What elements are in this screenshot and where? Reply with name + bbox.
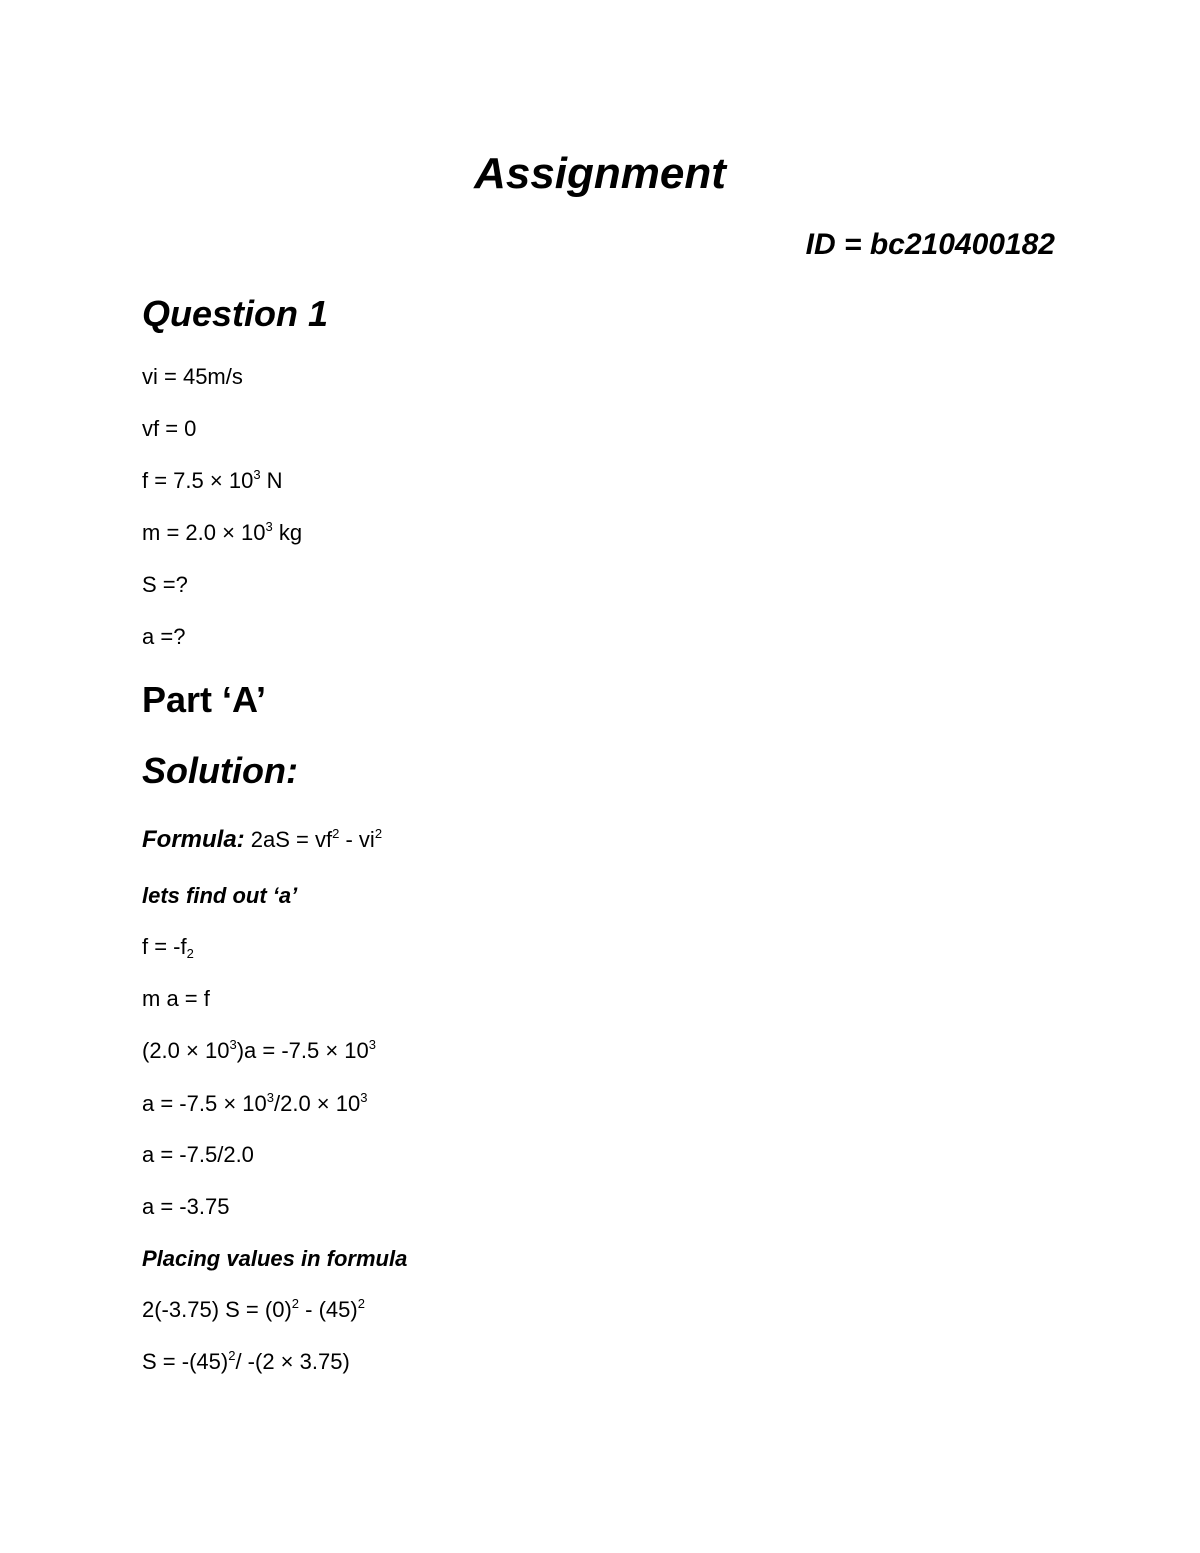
substitution-1-exponent-1: 2 bbox=[291, 1296, 300, 1311]
given-f-base: f = 7.5 × 10 bbox=[142, 468, 254, 493]
given-f bbox=[142, 467, 283, 493]
question-heading: Question 1 bbox=[142, 293, 329, 334]
given-m-base: m = 2.0 × 10 bbox=[142, 520, 266, 545]
formula-line bbox=[142, 828, 382, 852]
part-heading: Part ‘A’ bbox=[142, 679, 267, 720]
given-f-unit: N bbox=[260, 468, 283, 493]
document-title: Assignment bbox=[474, 149, 726, 198]
given-vf: vf = 0 bbox=[142, 416, 197, 441]
step-3-part-1: (2.0 × 10 bbox=[142, 1038, 230, 1063]
given-f-exponent: 3 bbox=[253, 467, 261, 482]
formula-exponent-1: 2 bbox=[332, 826, 340, 841]
formula-part-2: - vi bbox=[339, 827, 375, 852]
formula-part-1: 2aS = vf bbox=[244, 827, 333, 852]
student-id: ID = bc210400182 bbox=[805, 228, 1055, 261]
given-m-exponent: 3 bbox=[265, 519, 273, 534]
substitution-1-exponent-2: 2 bbox=[357, 1296, 365, 1311]
substitution-1-part-1: 2(-3.75) S = (0) bbox=[142, 1297, 292, 1322]
step-4-part-2: /2.0 × 10 bbox=[274, 1091, 361, 1116]
substitution-line-1 bbox=[142, 1296, 365, 1322]
formula-label: Formula: bbox=[142, 826, 245, 853]
formula-exponent-2: 2 bbox=[374, 826, 383, 841]
step-3 bbox=[142, 1037, 377, 1063]
step-5: a = -7.5/2.0 bbox=[142, 1142, 254, 1167]
step-4-exponent-1: 3 bbox=[266, 1090, 274, 1105]
step-1-subscript: 2 bbox=[186, 946, 194, 961]
step-3-exponent-2: 3 bbox=[368, 1037, 377, 1052]
step-1 bbox=[142, 934, 194, 961]
substitution-2-part-2: / -(2 × 3.75) bbox=[235, 1349, 350, 1374]
substitution-1-part-2: - (45) bbox=[299, 1297, 358, 1322]
step-6: a = -3.75 bbox=[142, 1194, 230, 1219]
substitution-2-exponent: 2 bbox=[228, 1348, 236, 1363]
step-1-text: f = -f bbox=[142, 934, 187, 959]
find-a-label: lets find out ‘a’ bbox=[142, 883, 298, 908]
given-vi: vi = 45m/s bbox=[142, 364, 243, 389]
solution-heading: Solution: bbox=[142, 750, 298, 791]
given-s: S =? bbox=[142, 572, 188, 597]
step-4-part-1: a = -7.5 × 10 bbox=[142, 1091, 267, 1116]
step-4-exponent-2: 3 bbox=[360, 1090, 368, 1105]
step-2: m a = f bbox=[142, 986, 210, 1011]
given-m bbox=[142, 519, 303, 545]
given-a: a =? bbox=[142, 624, 186, 649]
given-m-unit: kg bbox=[272, 520, 303, 545]
substitution-line-2 bbox=[142, 1348, 350, 1374]
step-4 bbox=[142, 1090, 368, 1116]
step-3-exponent-1: 3 bbox=[229, 1037, 237, 1052]
step-3-part-2: )a = -7.5 × 10 bbox=[236, 1038, 369, 1063]
substitution-2-part-1: S = -(45) bbox=[142, 1349, 229, 1374]
placing-values-label: Placing values in formula bbox=[142, 1246, 408, 1271]
